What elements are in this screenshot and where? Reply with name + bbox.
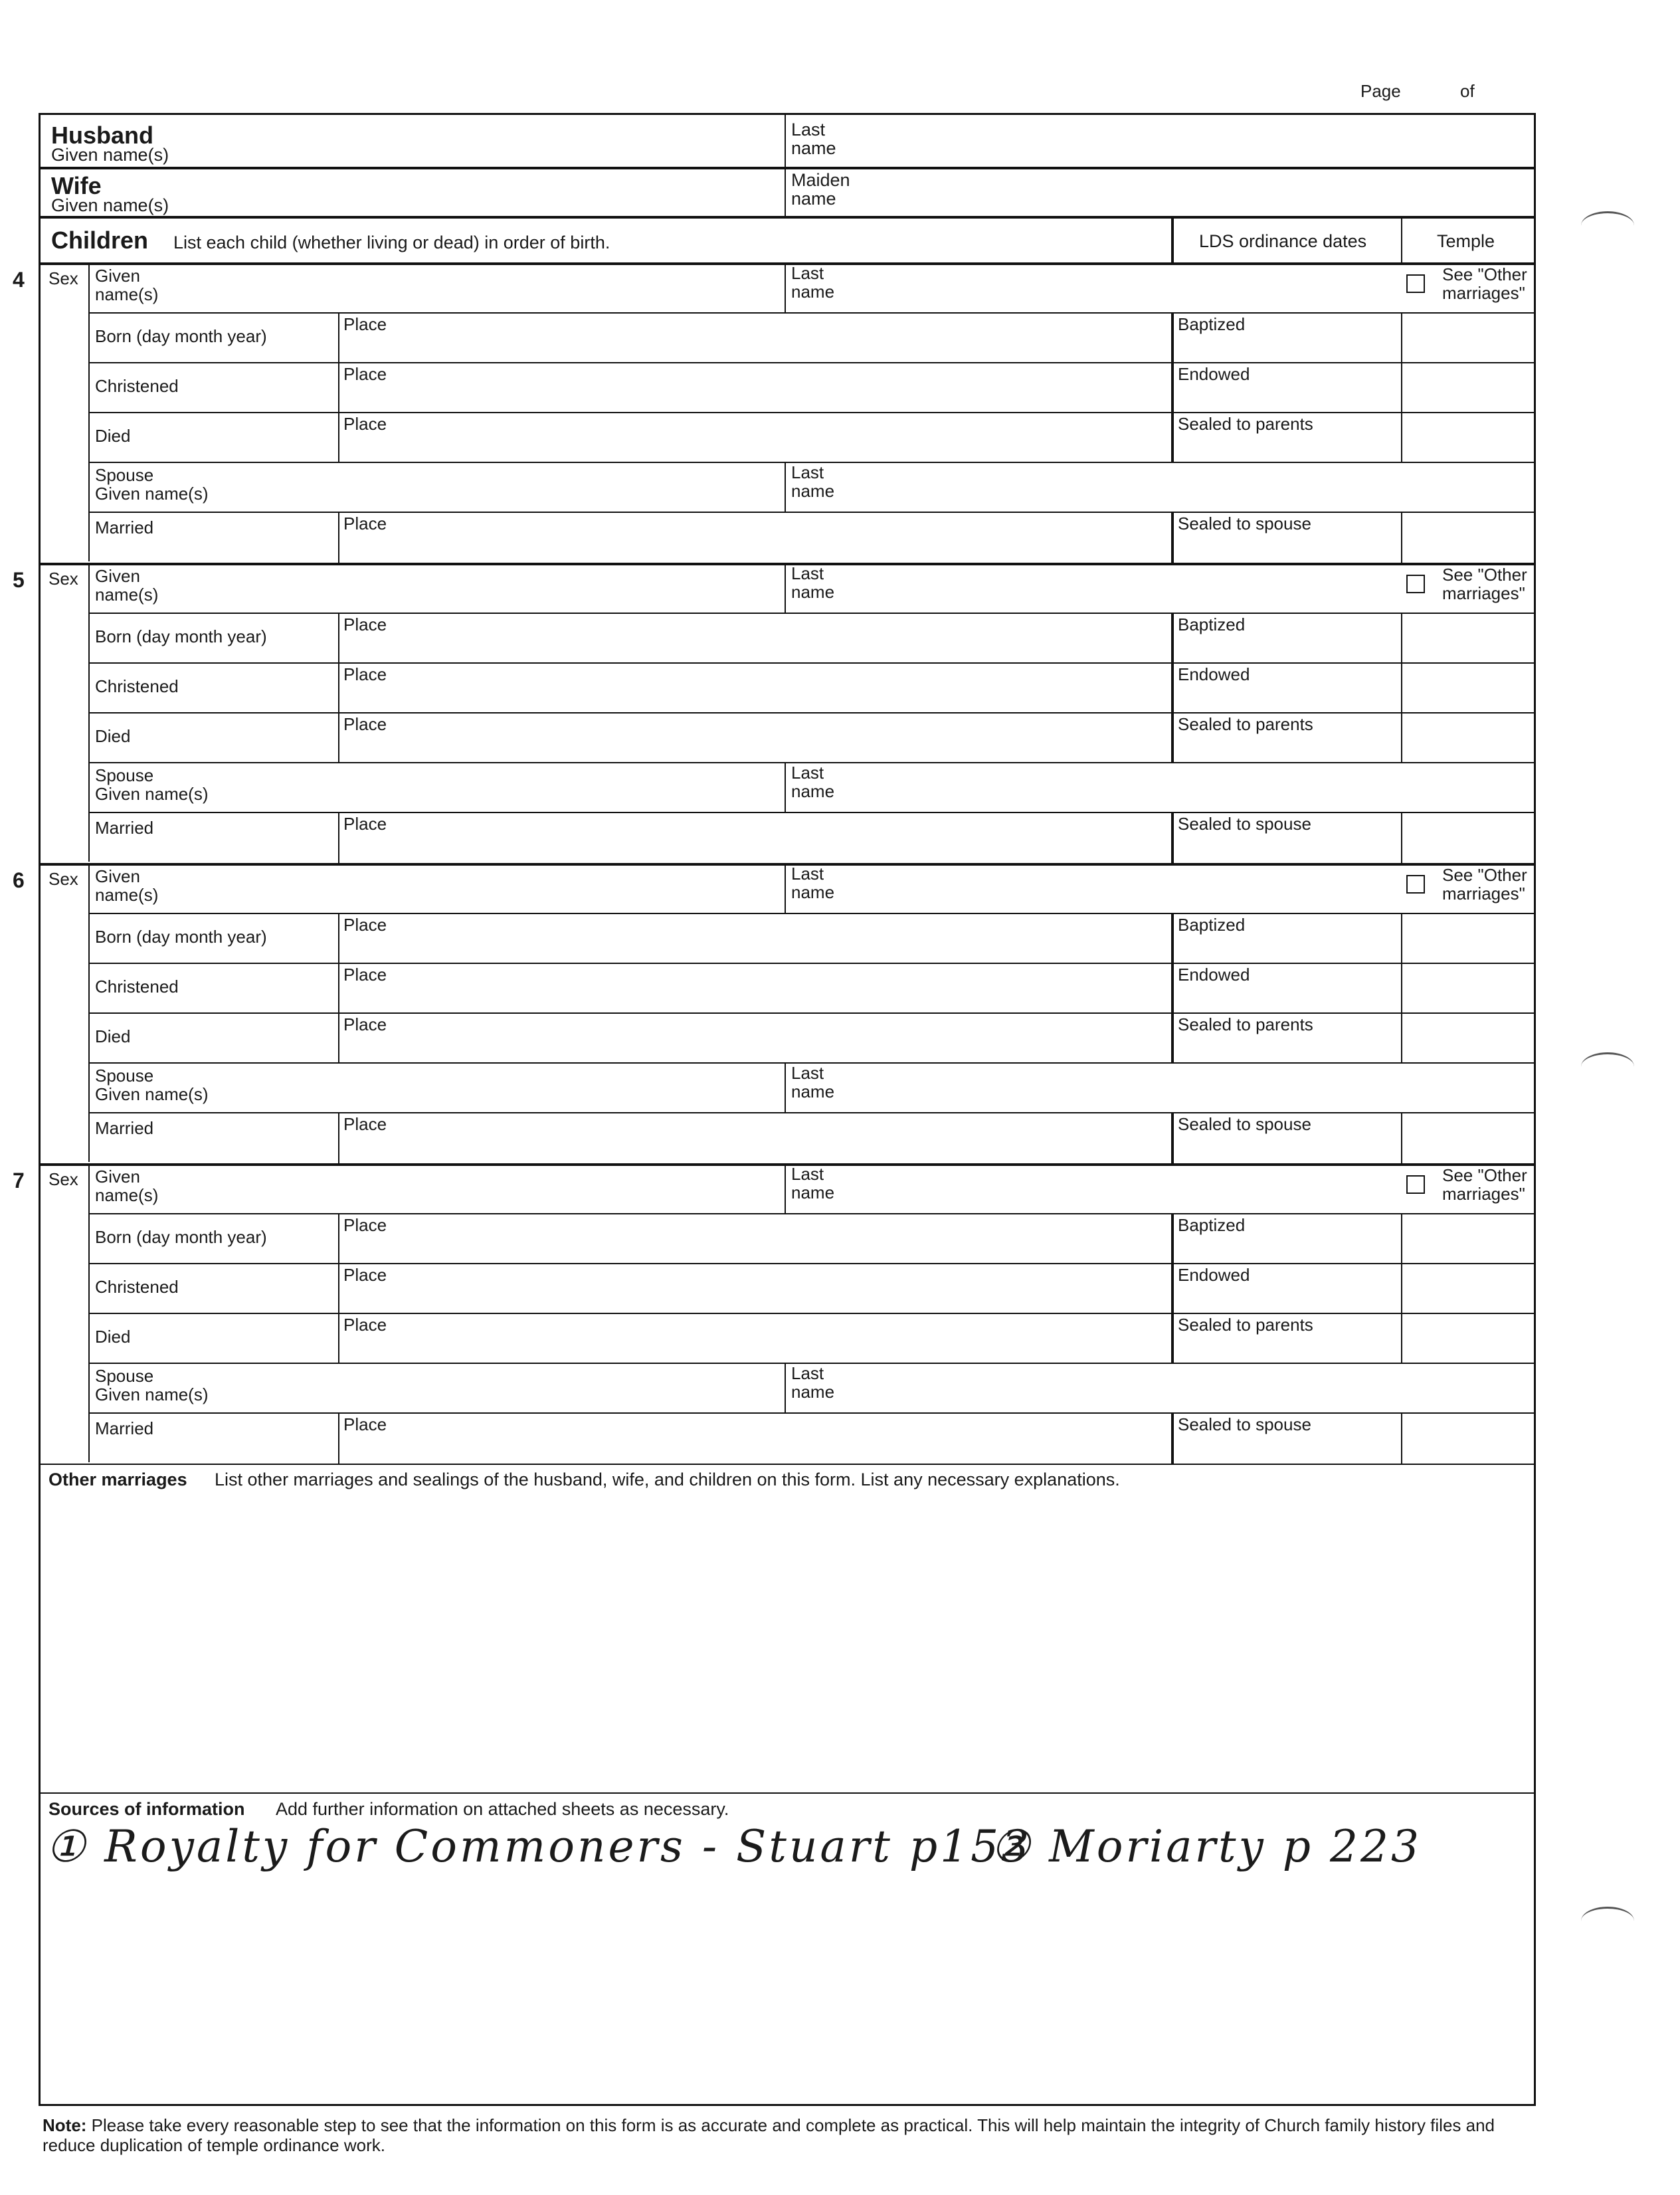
place-label: Place (343, 714, 387, 734)
endowed-label: Endowed (1178, 965, 1250, 985)
sources-title: Sources of information (48, 1799, 245, 1819)
husband-title: Husband (51, 122, 154, 149)
sex-label: Sex (48, 869, 78, 889)
married-label: Married (95, 1118, 154, 1138)
spouse-label: Spouse (95, 765, 154, 785)
baptized-label: Baptized (1178, 915, 1246, 935)
see-other-marriages-label: See "Other (1442, 264, 1527, 284)
baptized-label: Baptized (1178, 615, 1246, 634)
given-name-label: Given (95, 1167, 140, 1187)
spouse-label: Spouse (95, 1066, 154, 1086)
endowed-label: Endowed (1178, 1265, 1250, 1285)
place-label: Place (343, 1265, 387, 1285)
handwritten-source-1: ① Royalty for Commoners - Stuart p153 (46, 1821, 1032, 1872)
place-label: Place (343, 414, 387, 434)
child-number: 4 (13, 268, 25, 292)
place-label: Place (343, 1215, 387, 1235)
endowed-label: Endowed (1178, 364, 1250, 384)
punch-hole-top (1581, 211, 1634, 240)
handwritten-source-2: ② Moriarty p 223 (990, 1821, 1422, 1872)
place-label: Place (343, 1315, 387, 1335)
husband-given-label: Given name(s) (51, 145, 169, 165)
sealed-spouse-label: Sealed to spouse (1178, 514, 1311, 533)
sex-label: Sex (48, 1169, 78, 1189)
sealed-spouse-label: Sealed to spouse (1178, 814, 1311, 834)
spouse-last-name-label: Last (791, 462, 824, 482)
punch-hole-bottom (1581, 1907, 1634, 1935)
sex-label: Sex (48, 268, 78, 288)
born-label: Born (day month year) (95, 1227, 267, 1247)
place-label: Place (343, 664, 387, 684)
sealed-spouse-label: Sealed to spouse (1178, 1114, 1311, 1134)
place-label: Place (343, 615, 387, 634)
children-title: Children (51, 227, 149, 254)
note-text: Please take every reasonable step to see that the information on this form is as accurate and complete as practical. This will help maintain the integrity of Church family history files and reduce duplication of temple ordinance work. (43, 2115, 1495, 2155)
married-label: Married (95, 1418, 154, 1438)
married-label: Married (95, 518, 154, 537)
see-other-marriages-checkbox[interactable] (1406, 575, 1425, 593)
place-label: Place (343, 1114, 387, 1134)
other-marriages-instruction: List other marriages and sealings of the husband, wife, and children on this form. List any necessary explanations. (215, 1470, 1120, 1489)
place-label: Place (343, 364, 387, 384)
christened-label: Christened (95, 977, 179, 997)
given-name-label: Given (95, 266, 140, 286)
sealed-spouse-label: Sealed to spouse (1178, 1414, 1311, 1434)
child-number: 7 (13, 1169, 25, 1193)
last-name-label: Last (791, 864, 824, 884)
children-instruction: List each child (whether living or dead) in order of birth. (173, 233, 610, 252)
place-label: Place (343, 1014, 387, 1034)
see-other-marriages-checkbox[interactable] (1406, 1175, 1425, 1194)
place-label: Place (343, 1414, 387, 1434)
child-number: 5 (13, 568, 25, 592)
family-group-record-form: Husband Given name(s) Last name Wife Given name(s) Maiden name Children List each child (whether living or dead) in order of birth. LDS ordinance dates Temple 4 Sex Given name(s) Last name See "Other marriages" Born (day month year) Place Baptized Christened Place Endowed Died Place Sealed to parents Spouse Given name(s) Last name Married Place Sealed to spouse 5 Sex Given name(s) Last name See "Other marriages" Born (day month year) Place Baptized Christened Place Endowed Died Place Sealed to parents Spouse Given name(s) Last name Married Place Sealed to spouse 6 Sex Given name(s) Last name See "Other marriages" Born (day month year) Place Baptized Christened Place Endowed Died Place Sealed to parents Spouse Given name(s) Last name Married Place Sealed to spouse 7 Sex Given name(s) Last name See "Other marriages" Born (day month year) Place Baptized Christened Place Endowed Died Place Sealed to parents Spouse Given name(s) Last name Married Place Sealed to spouse Other marriages List other marriages and sealings of the husband, wife, and children on this form. List any necessary explanations. Sources of information Add further information on attached sheets as necessary. ① Royalty for Commoners - Stuart p153 ② Moriarty p 223 (39, 113, 1536, 2106)
baptized-label: Baptized (1178, 1215, 1246, 1235)
other-marriages-title: Other marriages (48, 1470, 187, 1489)
spouse-last-name-label: Last (791, 1363, 824, 1383)
sex-label: Sex (48, 569, 78, 589)
place-label: Place (343, 915, 387, 935)
see-other-marriages-label: See "Other (1442, 1165, 1527, 1185)
spouse-label: Spouse (95, 465, 154, 485)
baptized-label: Baptized (1178, 314, 1246, 334)
spouse-label: Spouse (95, 1366, 154, 1386)
place-label: Place (343, 965, 387, 985)
last-name-label: Last (791, 263, 824, 283)
wife-maiden-label: Maiden (791, 170, 850, 190)
wife-title: Wife (51, 172, 102, 199)
born-label: Born (day month year) (95, 626, 267, 646)
page-label: Page (1360, 81, 1401, 101)
endowed-label: Endowed (1178, 664, 1250, 684)
sealed_parents-label: Sealed to parents (1178, 1315, 1313, 1335)
sealed_parents-label: Sealed to parents (1178, 414, 1313, 434)
last-name-label: Last (791, 563, 824, 583)
sealed_parents-label: Sealed to parents (1178, 1014, 1313, 1034)
spouse-last-name-label: Last (791, 1063, 824, 1083)
died-label: Died (95, 426, 131, 446)
footer-note (43, 2115, 1524, 2155)
place-label: Place (343, 314, 387, 334)
died-label: Died (95, 726, 131, 746)
wife-given-label: Given name(s) (51, 195, 169, 215)
died-label: Died (95, 1026, 131, 1046)
sources-instruction: Add further information on attached sheets as necessary. (276, 1799, 729, 1819)
child-number: 6 (13, 868, 25, 892)
last-name-label: Last (791, 1164, 824, 1184)
christened-label: Christened (95, 1277, 179, 1297)
born-label: Born (day month year) (95, 326, 267, 346)
place-label: Place (343, 814, 387, 834)
see-other-marriages-checkbox[interactable] (1406, 875, 1425, 894)
christened-label: Christened (95, 376, 179, 396)
see-other-marriages-checkbox[interactable] (1406, 274, 1425, 293)
see-other-marriages-label: See "Other (1442, 865, 1527, 885)
temple-header: Temple (1437, 231, 1495, 251)
husband-last-label: Last (791, 120, 826, 140)
born-label: Born (day month year) (95, 927, 267, 947)
christened-label: Christened (95, 676, 179, 696)
sealed_parents-label: Sealed to parents (1178, 714, 1313, 734)
note-title: Note: (43, 2115, 87, 2135)
place-label: Place (343, 514, 387, 533)
of-label: of (1460, 81, 1475, 101)
spouse-last-name-label: Last (791, 763, 824, 783)
given-name-label: Given (95, 866, 140, 886)
see-other-marriages-label: See "Other (1442, 565, 1527, 585)
given-name-label: Given (95, 566, 140, 586)
died-label: Died (95, 1327, 131, 1347)
punch-hole-middle (1581, 1052, 1634, 1081)
lds-ordinance-header: LDS ordinance dates (1199, 231, 1367, 251)
married-label: Married (95, 818, 154, 838)
